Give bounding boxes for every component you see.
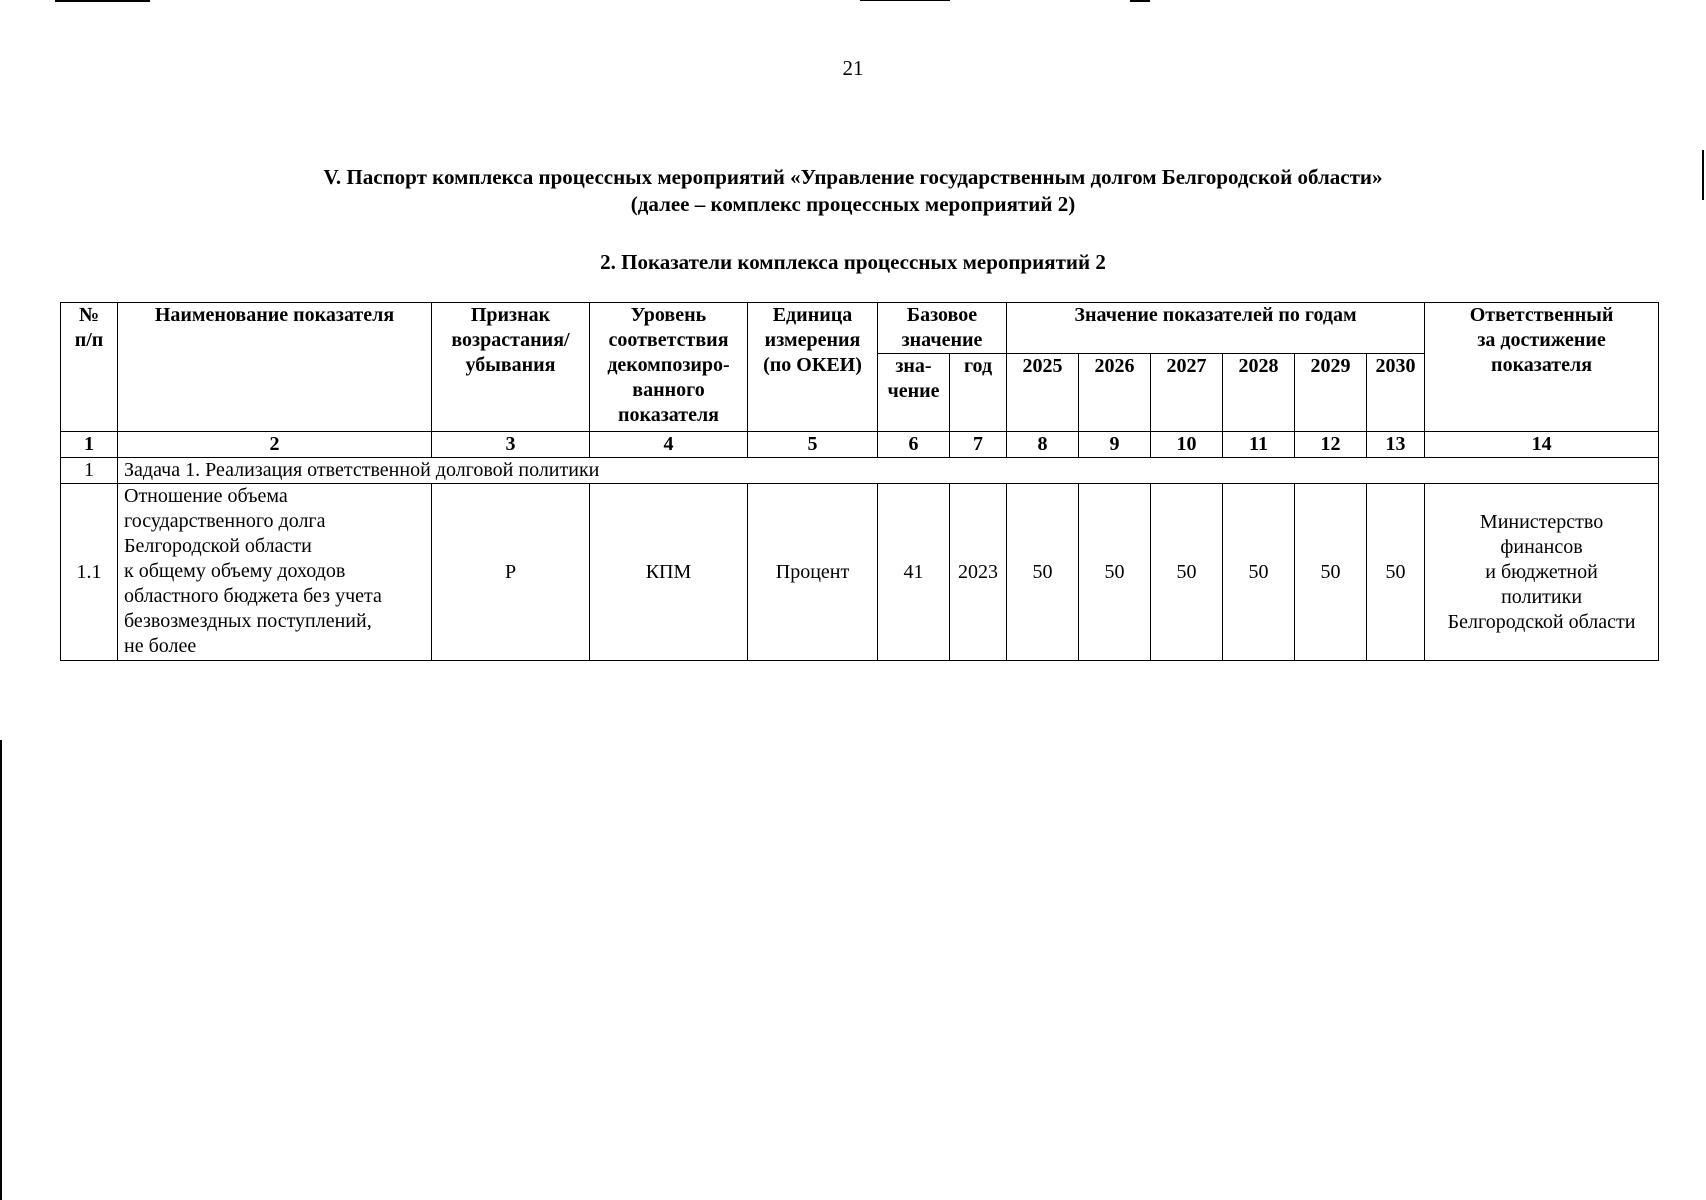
value-2027: 50 [1151,484,1223,661]
responsible-body: Министерство финансов и бюджетной политики Белгородской области [1425,484,1659,661]
column-number: 4 [590,432,748,458]
column-number: 6 [878,432,950,458]
header-unit: Единица измерения (по ОКЕИ) [748,303,878,432]
task-num: 1 [61,458,118,484]
page-number: 21 [842,56,864,80]
column-number: 12 [1295,432,1367,458]
scan-artifact-top [860,0,950,1]
section-title [0,164,1706,218]
header-year-2030: 2030 [1367,354,1425,432]
column-number: 9 [1079,432,1151,458]
header-sign: Признак возрастания/ убывания [432,303,590,432]
header-years-group: Значение показателей по годам [1007,303,1425,354]
task-row [61,458,1659,484]
indicator-level: КПМ [590,484,748,661]
table-subtitle: 2. Показатели комплекса процессных мероприятий 2 [600,250,1106,274]
column-number: 11 [1223,432,1295,458]
header-base: Базовое значение [878,303,1007,354]
header-row-1 [61,303,1659,354]
header-responsible: Ответственный за достижение показателя [1425,303,1659,432]
header-year-2026: 2026 [1079,354,1151,432]
task-text: Задача 1. Реализация ответственной долговой политики [118,458,1659,484]
value-2030: 50 [1367,484,1425,661]
column-number: 7 [950,432,1007,458]
indicator-name: Отношение объема государственного долга Белгородской области к общему объему доходов областного бюджета без учета безвозмездных поступлений, не более [118,484,432,661]
column-number: 13 [1367,432,1425,458]
indicators-table [60,302,1659,661]
column-number: 2 [118,432,432,458]
header-num: № п/п [61,303,118,432]
indicator-sign: Р [432,484,590,661]
base-value: 41 [878,484,950,661]
value-2029: 50 [1295,484,1367,661]
column-number: 14 [1425,432,1659,458]
header-name: Наименование показателя [118,303,432,432]
header-year-2029: 2029 [1295,354,1367,432]
scan-artifact-top [1130,0,1150,2]
scan-artifact-left [0,740,2,1200]
column-number: 1 [61,432,118,458]
header-year-2027: 2027 [1151,354,1223,432]
header-base-value: зна- чение [878,354,950,432]
base-year: 2023 [950,484,1007,661]
indicator-unit: Процент [748,484,878,661]
row-num: 1.1 [61,484,118,661]
column-number: 3 [432,432,590,458]
column-number: 8 [1007,432,1079,458]
table-row [61,484,1659,661]
section-title-line2: (далее – комплекс процессных мероприятий 2) [630,192,1076,216]
column-number-row [61,432,1659,458]
column-number: 10 [1151,432,1223,458]
value-2025: 50 [1007,484,1079,661]
value-2028: 50 [1223,484,1295,661]
value-2026: 50 [1079,484,1151,661]
header-year-2028: 2028 [1223,354,1295,432]
header-base-year: год [950,354,1007,432]
scan-artifact-top [55,0,150,2]
header-year-2025: 2025 [1007,354,1079,432]
section-title-line1: V. Паспорт комплекса процессных мероприятий «Управление государственным долгом Белгородской области» [323,165,1383,189]
column-number: 5 [748,432,878,458]
header-level: Уровень соответствия декомпозиро- ванного показателя [590,303,748,432]
